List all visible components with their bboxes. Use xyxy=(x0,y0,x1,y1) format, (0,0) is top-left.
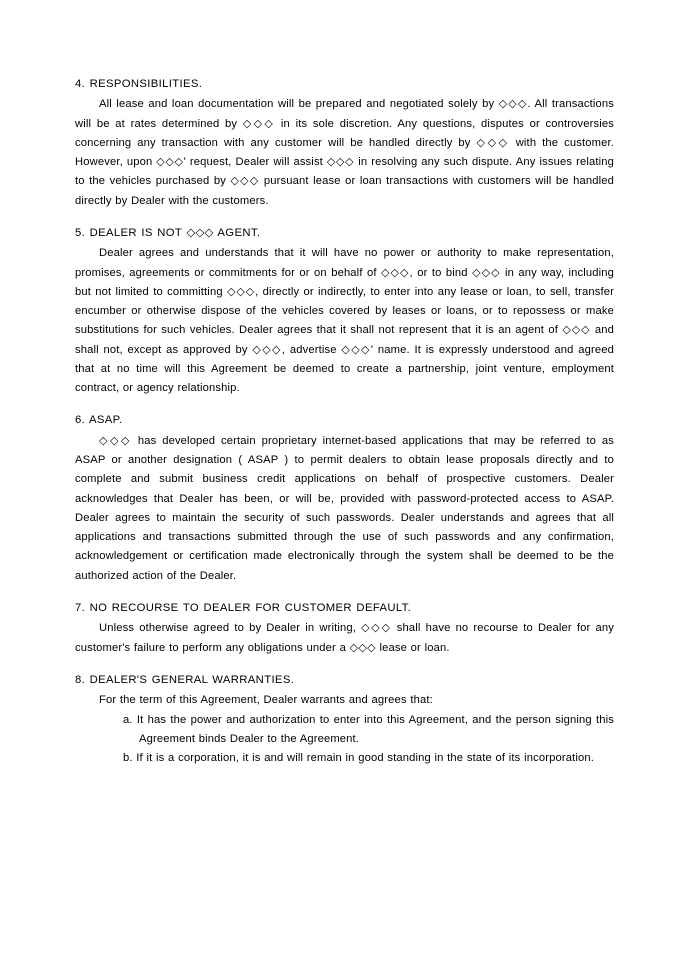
section-body: For the term of this Agreement, Dealer warrants and agrees that: xyxy=(99,694,433,707)
section-heading: 8. DEALER'S GENERAL WARRANTIES. xyxy=(75,673,295,686)
section-no-recourse xyxy=(75,600,614,658)
section-body: ◇◇◇ has developed certain proprietary internet-based applications that may be referred to as ASAP or another designation ( ASAP ) to permit dealers to obtain lease proposals directly and to complete and submit business credit applications on behalf of prospective customers. Dealer acknowledges that Dealer has been, or will be, provided with password-protected access to ASAP. Dealer agrees to maintain the security of such passwords. Dealer understands and agrees that all applications and transactions submitted through the use of such passwords and any confirmation, acknowledgement or certification made electronically through the system shall be deemed to be the authorized action of the Dealer. xyxy=(75,434,614,582)
section-body: Unless otherwise agreed to by Dealer in writing, ◇◇◇ shall have no recourse to Dealer for any customer's failure to perform any obligations under a ◇◇◇ lease or loan. xyxy=(75,622,614,654)
section-dealer-not-agent xyxy=(75,225,614,399)
section-responsibilities xyxy=(75,76,614,211)
list-item: a. It has the power and authorization to enter into this Agreement, and the person signing this Agreement binds Dealer to the Agreement. xyxy=(123,713,614,745)
warranty-list xyxy=(75,711,614,769)
section-body: All lease and loan documentation will be prepared and negotiated solely by ◇◇◇. All transactions will be at rates determined by ◇◇◇ in its sole discretion. Any questions, disputes or controversies concerning any transaction with any customer will be handled directly by ◇◇◇ with the customer. However, upon ◇◇◇' request, Dealer will assist ◇◇◇ in resolving any such dispute. Any issues relating to the vehicles purchased by ◇◇◇ pursuant lease or loan transactions with customers will be handled directly by Dealer with the customers. xyxy=(75,98,614,207)
section-general-warranties xyxy=(75,672,614,768)
section-body: Dealer agrees and understands that it will have no power or authority to make representation, promises, agreements or commitments for or on behalf of ◇◇◇, or to bind ◇◇◇ in any way, including but not limited to committing ◇◇◇, directly or indirectly, to enter into any lease or loan, to sell, transfer encumber or otherwise dispose of the vehicles covered by leases or loans, or to repossess or make substitutions for such vehicles. Dealer agrees that it shall not represent that it is an agent of ◇◇◇ and shall not, except as approved by ◇◇◇, advertise ◇◇◇' name. It is expressly understood and agreed that at no time will this Agreement be deemed to create a partnership, joint venture, employment contract, or agency relationship. xyxy=(75,247,614,395)
list-item: b. If it is a corporation, it is and will remain in good standing in the state of its incorporation. xyxy=(123,752,594,765)
section-heading: 7. NO RECOURSE TO DEALER FOR CUSTOMER DEFAULT. xyxy=(75,601,412,614)
section-heading: 5. DEALER IS NOT ◇◇◇ AGENT. xyxy=(75,226,261,239)
section-asap xyxy=(75,412,614,586)
section-heading: 4. RESPONSIBILITIES. xyxy=(75,78,203,90)
section-heading: 6. ASAP. xyxy=(75,414,123,427)
